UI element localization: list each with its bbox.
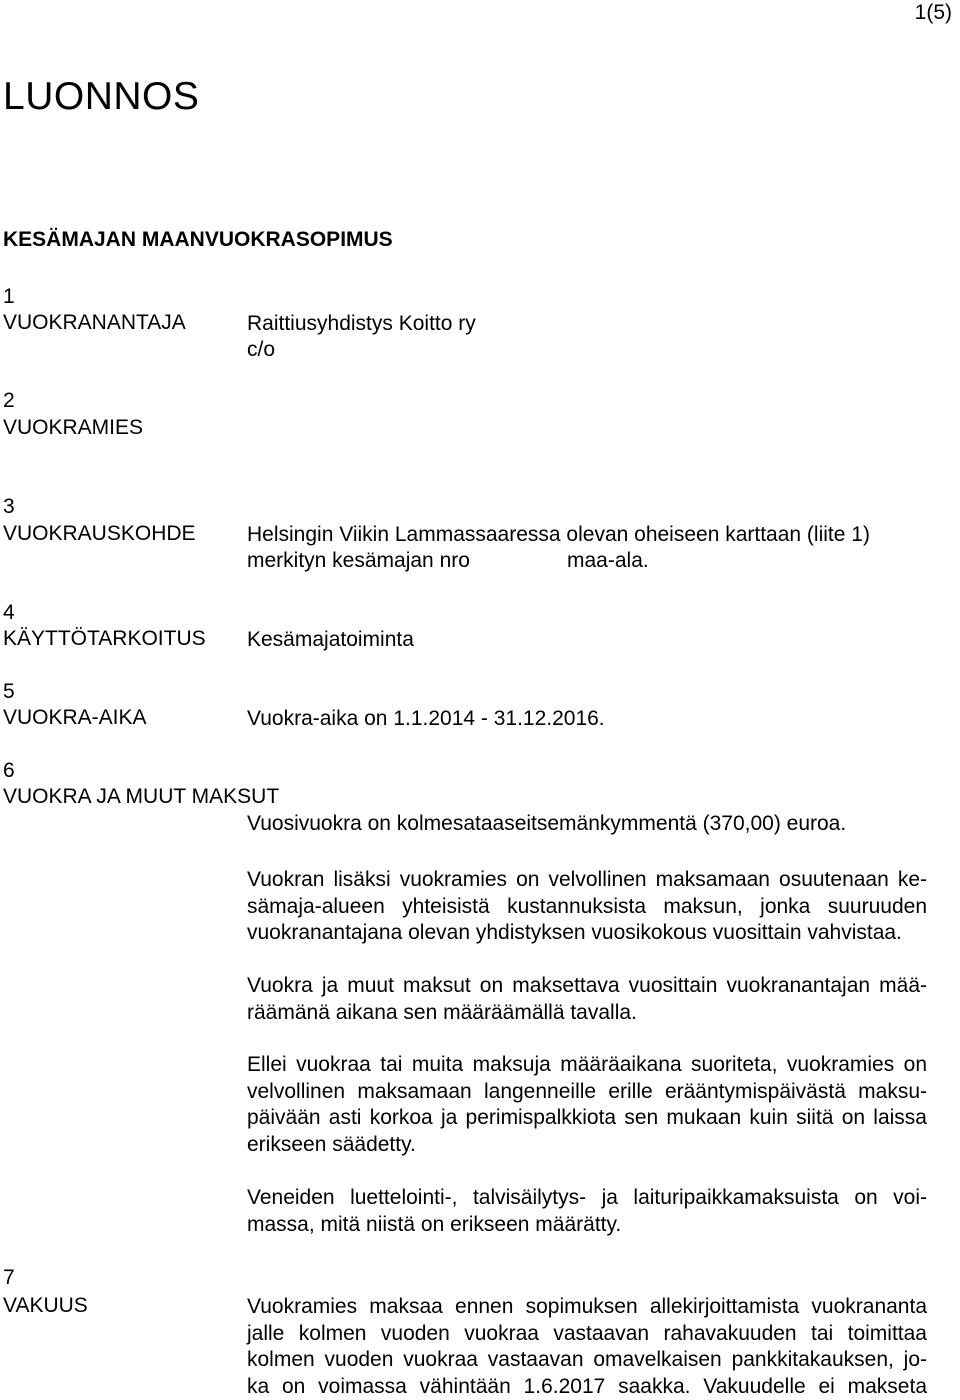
lessor-care-of: c/o [247,337,275,364]
usage-purpose: Kesämajatoiminta [247,627,414,654]
section-7-heading: VAKUUS [3,1294,88,1318]
land-area-label: maa-ala. [567,548,649,575]
page-number: 1(5) [915,1,952,25]
lessor-name: Raittiusyhdistys Koitto ry [247,311,476,338]
section-3-heading: VUOKRAUSKOHDE [3,522,196,546]
property-location: Helsingin Viikin Lammassaaressa olevan oheiseen karttaan (liite 1) [247,522,870,549]
security-line: kolmen vuoden vuokraa vastaavan omavelkaisen pankkitakauksen, jo- [247,1347,927,1374]
section-1-heading: VUOKRANANTAJA [3,311,186,335]
paragraph-late-payment: Ellei vuokraa tai muita maksuja määräaikana suoriteta, vuokramies on velvollinen maksamaan langenneille erille erääntymispäivästä maksu- päivään asti korkoa ja perimispalkkiota sen mukaan kuin siitä on laissa erikseen säädetty. [247,1052,927,1158]
section-6-number: 6 [3,759,15,783]
paragraph-shared-costs: Vuokran lisäksi vuokramies on velvollinen maksamaan osuutenaan ke- sämaja-alueen yhteisistä kustannuksista maksun, jonka suuruuden vuokranantajana olevan yhdistyksen vuosikokous vuosittain vahvistaa. [247,867,927,947]
security-line: Vuokramies maksaa ennen sopimuksen allekirjoittamista vuokrananta [247,1294,927,1321]
section-5-heading: VUOKRA-AIKA [3,706,147,730]
cabin-number-label: merkityn kesämajan nro [247,548,470,575]
paragraph-boat-fees: Veneiden luettelointi-, talvisäilytys- ja laituripaikkamaksuista on voi- massa, mitä niistä on erikseen määrätty. [247,1185,927,1238]
section-3-number: 3 [3,495,15,519]
section-5-number: 5 [3,680,15,704]
section-4-heading: KÄYTTÖTARKOITUS [3,627,206,651]
document-title: KESÄMAJAN MAANVUOKRASOPIMUS [3,228,393,252]
draft-label: LUONNOS [3,75,199,119]
section-7-number: 7 [3,1266,15,1290]
paragraph-security-deposit [247,1294,927,1400]
annual-rent: Vuosivuokra on kolmesataaseitsemänkymmentä (370,00) euroa. [247,811,846,838]
section-2-heading: VUOKRAMIES [3,416,143,440]
lease-period: Vuokra-aika on 1.1.2014 - 31.12.2016. [247,706,605,733]
section-6-heading: VUOKRA JA MUUT MAKSUT [3,785,279,809]
paragraph-payment-terms: Vuokra ja muut maksut on maksettava vuosittain vuokranantajan mää- räämänä aikana sen määräämällä tavalla. [247,973,927,1026]
section-2-number: 2 [3,389,15,413]
section-1-number: 1 [3,285,15,309]
section-4-number: 4 [3,601,15,625]
security-line: ka on voimassa vähintään 1.6.2017 saakka. Vakuudelle ei makseta [247,1374,927,1400]
security-line: jalle kolmen vuoden vuokraa vastaavan rahavakuuden tai toimittaa [247,1321,927,1348]
